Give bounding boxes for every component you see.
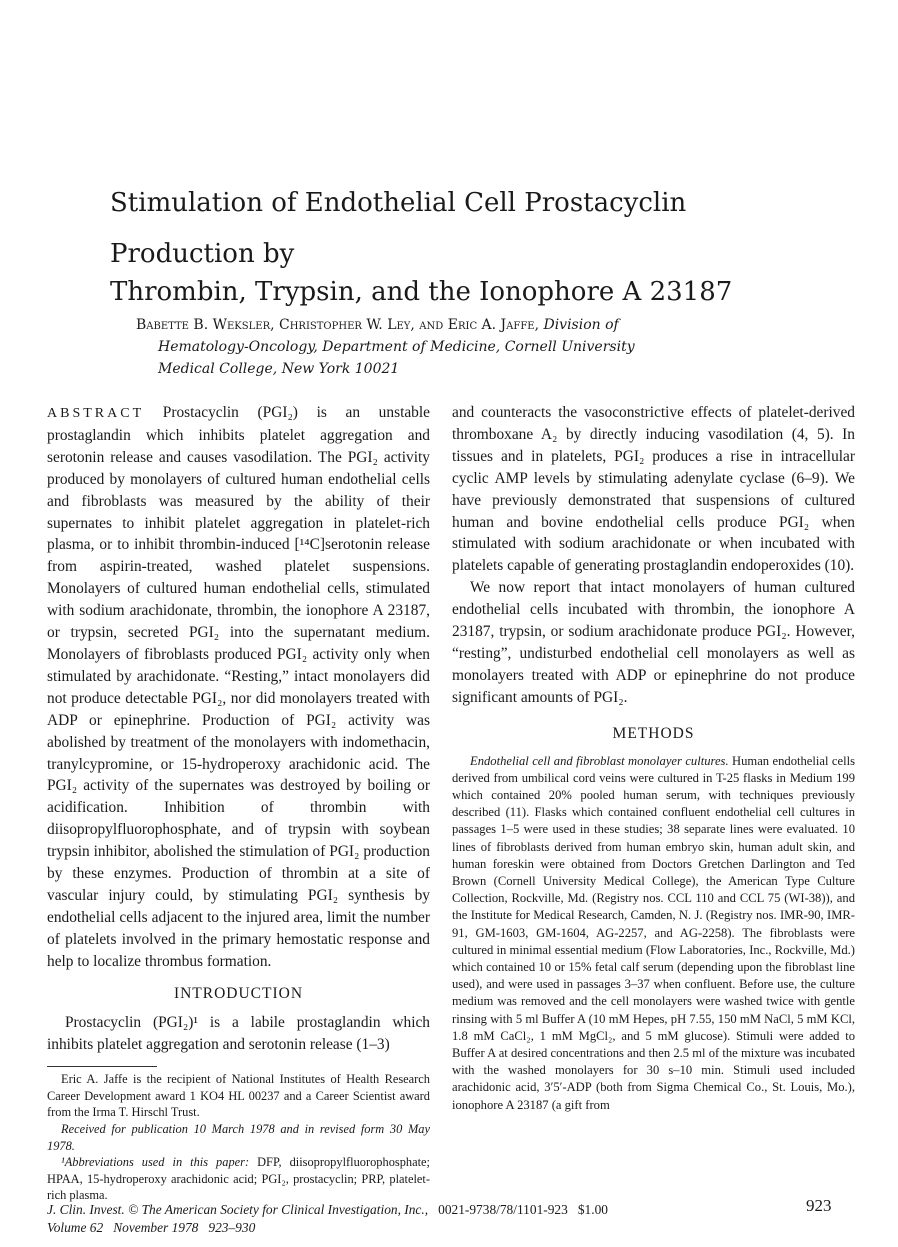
page-number: 923 [806,1196,832,1215]
abstract [47,402,430,973]
introduction-heading: INTRODUCTION [173,984,304,1002]
article-title-line-3: Thrombin, Trypsin, and the Ionophore A 23187 [110,277,733,307]
footer-volume: Volume 62 November 1978 923–930 [47,1220,256,1235]
footnote-received [47,1121,430,1154]
footnote-abbreviations-label: ¹Abbreviations used in this paper: [61,1155,250,1170]
article-title-line-1: Stimulation of Endothelial Cell Prostacyclin [110,188,687,218]
introduction-paragraph-2: We now report that intact monolayers of human cultured endothelial cells incubated with thrombin, the ionophore A 23187, trypsin, or sodium arachidonate produce PGI₂. However, “resting”, undisturbed endothelial cell monolayers as well as monolayers treated with ADP or epinephrine do not produce significant amounts of PGI₂. [452,579,855,706]
affiliation-line-2: Hematology-Oncology, Department of Medicine, Cornell University [158,339,635,355]
affiliation-line-3: Medical College, New York 10021 [158,361,400,377]
author-names: Babette B. Weksler, Christopher W. Ley, and Eric A. Jaffe, [136,317,540,333]
footnote-abbreviations-text: DFP, diisopropylfluorophosphate; HPAA, 15-hydroperoxy arachidonic acid; PGI₂, prostacyclin; PRP, platelet-rich plasma. [47,1155,430,1203]
footer-journal: J. Clin. Invest. © The American Society for Clinical Investigation, Inc., [47,1202,429,1217]
right-column [452,402,855,1114]
methods-subheading: Endothelial cell and fibroblast monolayer cultures. [470,753,729,768]
introduction-paragraph-1-start: Prostacyclin (PGI₂)¹ is a labile prostaglandin which inhibits platelet aggregation and serotonin release (1–3) [47,1014,430,1054]
abstract-text: Prostacyclin (PGI₂) is an unstable prostaglandin which inhibits platelet aggregation and serotonin release and causes vasodilation. The PGI₂ activity produced by monolayers of cultured human endothelial cells and fibroblasts was measured by the ability of their supernates to inhibit platelet aggregation in platelet-rich plasma, or to inhibit thrombin-induced [¹⁴C]serotonin release from aspirin-treated, washed platelet suspensions. Monolayers of cultured human endothelial cells, stimulated with sodium arachidonate, thrombin, the ionophore A 23187, or trypsin, secreted PGI₂ into the supernatant medium. Monolayers of fibroblasts produced PGI₂ activity only when stimulated by arachidonate. “Resting,” intact monolayers did not produce detectable PGI₂, nor did monolayers treated with ADP or epinephrine. Production of PGI₂ activity was abolished by treatment of the monolayers with indomethacin, tranylcypromine, or 15-hydroperoxy arachidonic acid. The PGI₂ activity of the supernates was destroyed by boiling or acidification. Inhibition of thrombin with diisopropylfluorophosphate, and of trypsin with soybean trypsin inhibitor, abolished the stimulation of PGI₂ production by these enzymes. Production of thrombin at a site of vascular injury could, by stimulating PGI₂ synthesis by endothelial cells adjacent to the injured area, limit the number of platelets involved in the primary hemostatic response and help to localize thrombus formation. [47,404,430,970]
footer-price: $1.00 [577,1202,608,1217]
article-title-line-2: Production by [110,239,295,269]
methods-paragraph [452,753,855,1114]
footnote-rule [47,1066,157,1067]
left-column [47,402,430,1204]
footnote-abbreviations [47,1154,430,1204]
methods-text: Human endothelial cells derived from umbilical cord veins were cultured in T-25 flasks in Medium 199 which contained 20% pooled human serum, with techniques previously described (11). Flasks which contained confluent endothelial cell cultures in passages 1–5 were used in these studies; 38 separate lines were evaluated. 10 lines of fibroblasts derived from human embryo skin, human adult skin, and human foreskin were obtained from Doctors Gretchen Darlington and Ted Brown (Cornell University Medical College), the American Type Culture Collection, Rockville, Md. (Registry nos. CCL 110 and CCL 75 (WI-38)), and the Institute for Medical Research, Camden, N. J. (Registry nos. IMR-90, IMR-91, GM-1603, GM-1604, AG-2257, and AG-2258). The fibroblasts were cultured in minimal essential medium (Flow Laboratories, Inc., Rockville, Md.) which contained 10 or 15% fetal calf serum (depending upon the fibroblast line used), and were used in passages 3–37 when confluent. Before use, the culture medium was removed and the cell monolayers were washed twice with gentle rinsing with 5 ml Buffer A (10 mM Hepes, pH 7.55, 150 mM NaCl, 5 mM KCl, 1.8 mM CaCl₂, 1 mM MgCl₂, and 5 mM glucose). Stimuli were added to Buffer A at desired concentrations and then 2.5 ml of the mixture was incubated with the washed monolayers for 30 s–10 min. Stimuli used included arachidonic acid, 3′5′-ADP (both from Sigma Chemical Co., St. Louis, Mo.), ionophore A 23187 (a gift from [452,753,855,1112]
methods-heading: METHODS [612,724,695,742]
footer-code: 0021-9738/78/1101-923 [438,1202,568,1217]
introduction-paragraph-1-continued: and counteracts the vasoconstrictive effects of platelet-derived thromboxane A₂ by directly inducing vasodilation (4, 5). In tissues and in platelets, PGI₂ produces a rise in intracellular cyclic AMP levels by stimulating adenylate cyclase (6–9). We have previously demonstrated that suspensions of cultured human and bovine endothelial cells produce PGI₂ when stimulated with sodium arachidonate or when incubated with platelets capable of generating prostaglandin endoperoxides (10). [452,404,855,575]
affiliation-start: Division of [543,317,619,333]
footnote-received-text: Received for publication 10 March 1978 and in revised form 30 May 1978. [47,1122,430,1153]
page-footer [47,1201,847,1237]
footnote-funding: Eric A. Jaffe is the recipient of National Institutes of Health Research Career Development award 1 KO4 HL 00237 and a Career Scientist award from the Irma T. Hirschl Trust. [47,1072,430,1120]
abstract-label: ABSTRACT [47,406,145,421]
author-block [136,314,746,380]
